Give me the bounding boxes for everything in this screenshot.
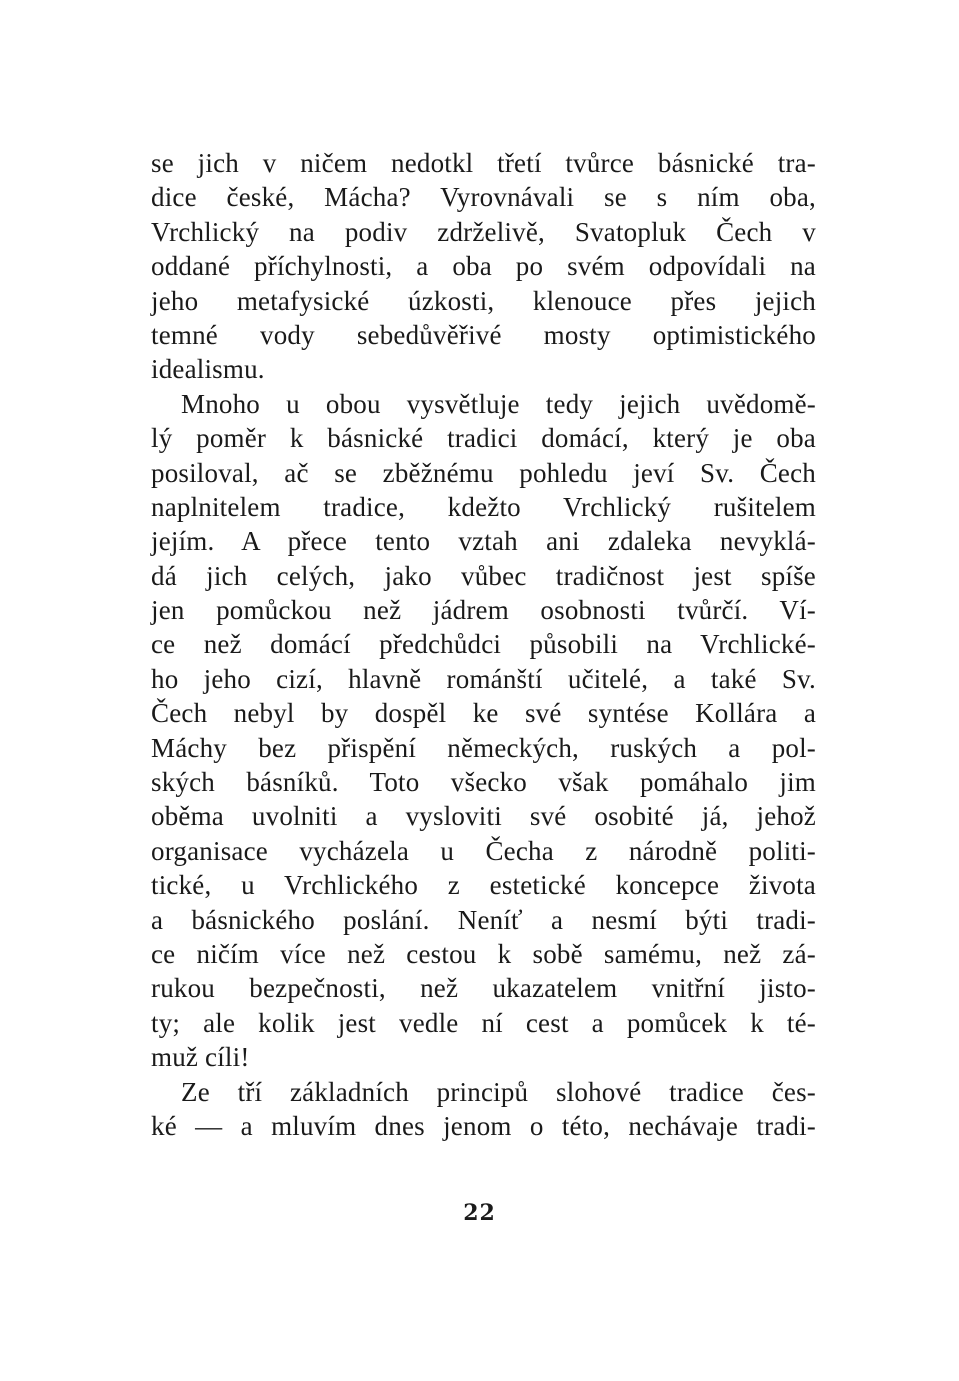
text-line: naplnitelem tradice, kdežto Vrchlický rušitelem — [151, 491, 816, 522]
text-line: Čech nebyl by dospěl ke své syntése Kollára a — [151, 698, 816, 729]
text-line: dice české, Mácha? Vyrovnávali se s ním oba, — [151, 182, 816, 213]
text-line: Vrchlický na podiv zdrželivě, Svatopluk Čech v — [151, 216, 816, 247]
text-line: Máchy bez přispění německých, ruských a pol- — [151, 732, 816, 763]
text-line: Mnoho u obou vysvětluje tedy jejich uvědomě- — [181, 388, 816, 419]
text-line: jen pomůckou než jádrem osobnosti tvůrčí. Ví- — [151, 595, 816, 626]
text-line: ce než domácí předchůdci působili na Vrchlické- — [151, 629, 816, 660]
text-line: ké — a mluvím dnes jenom o této, nechávaje tradi- — [151, 1110, 816, 1141]
text-line: organisace vycházela u Čecha z národně politi- — [151, 835, 816, 866]
text-line: ce ničím více než cestou k sobě samému, než zá- — [151, 938, 816, 969]
text-line: Ze tří základních principů slohové tradice čes- — [181, 1076, 816, 1107]
text-line: a básnického poslání. Neníť a nesmí býti tradi- — [151, 904, 816, 935]
text-line: se jich v ničem nedotkl třetí tvůrce básnické tra- — [151, 148, 816, 178]
text-line: dá jich celých, jako vůbec tradičnost jest spíše — [151, 560, 816, 591]
text-line: posiloval, ač se zběžnému pohledu jeví Sv. Čech — [151, 457, 816, 488]
text-line: idealismu. — [151, 354, 265, 385]
text-line: oběma uvolniti a vysloviti své osobité já, jehož — [151, 801, 816, 832]
text-line: lý poměr k básnické tradici domácí, který je oba — [151, 423, 816, 454]
text-line: jejím. A přece tento vztah ani zdaleka nevyklá- — [151, 526, 816, 557]
text-line: ty; ale kolik jest vedle ní cest a pomůcek k té- — [151, 1007, 816, 1038]
body-text — [151, 146, 816, 1143]
text-line: rukou bezpečnosti, než ukazatelem vnitřní jisto- — [151, 973, 816, 1004]
text-line: oddané příchylnosti, a oba po svém odpovídali na — [151, 251, 816, 282]
text-line: temné vody sebedůvěřivé mosty optimistického — [151, 319, 816, 350]
text-line: jeho metafysické úzkosti, klenouce přes jejich — [151, 285, 816, 316]
text-line: ských básníků. Toto všecko však pomáhalo jim — [151, 767, 816, 798]
text-line: ho jeho cizí, hlavně románští učitelé, a také Sv. — [151, 663, 816, 694]
text-line: muž cíli! — [151, 1042, 250, 1073]
page-number: 22 — [463, 1200, 496, 1226]
text-line: tické, u Vrchlického z estetické koncepce života — [151, 870, 816, 901]
